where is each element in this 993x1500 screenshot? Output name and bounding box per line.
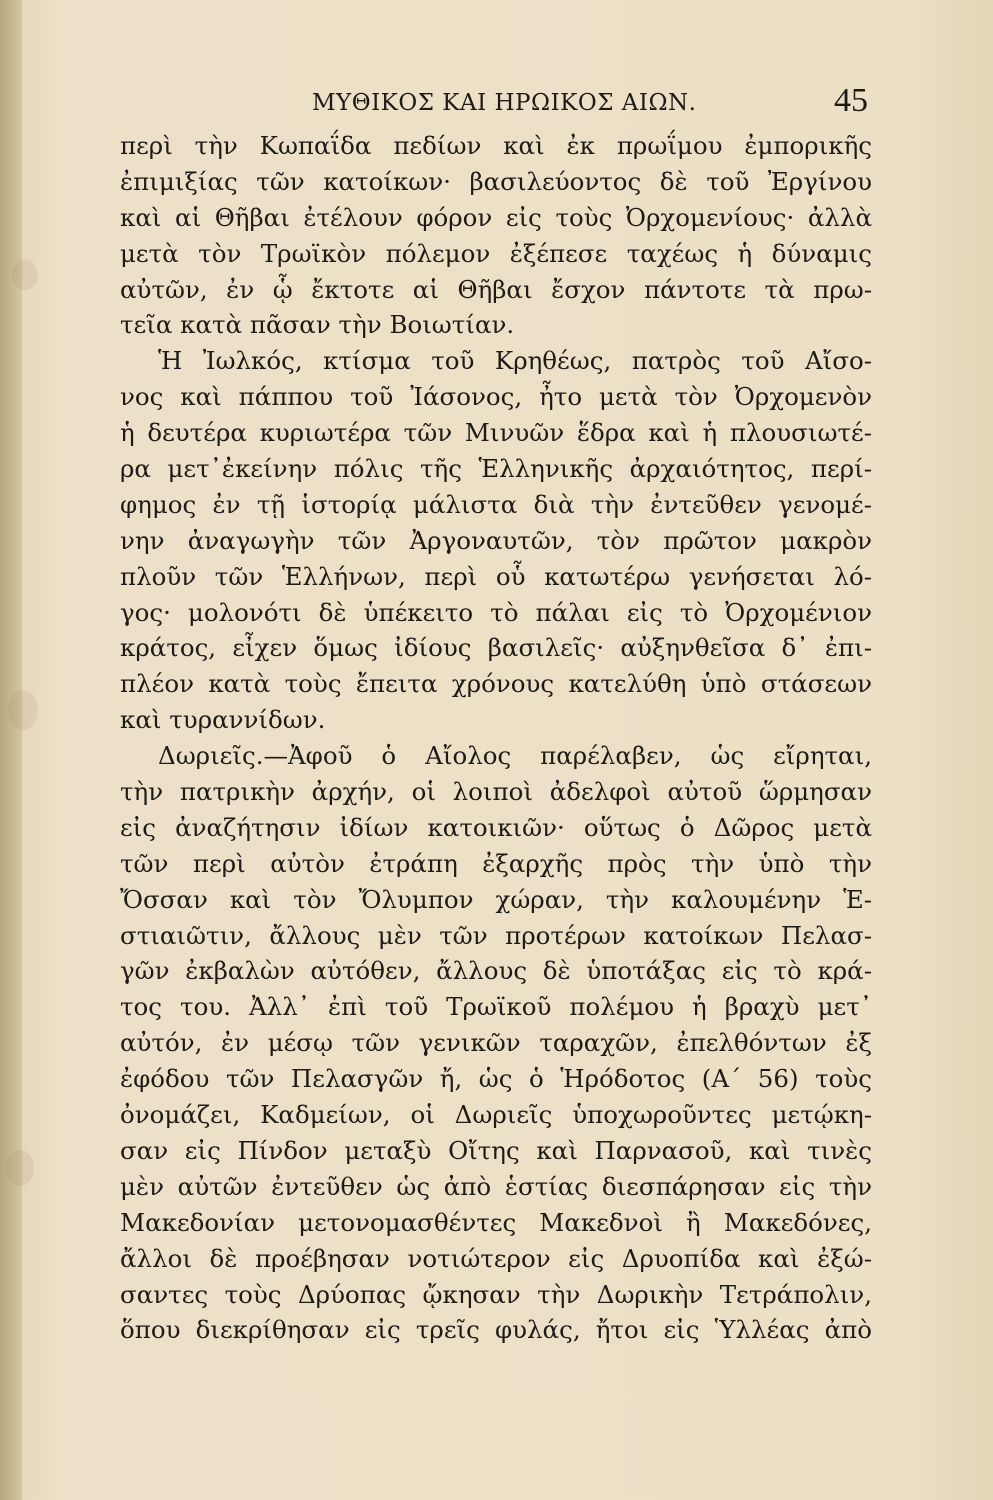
text-line: νος καὶ πάππου τοῦ Ἰάσονος, ἦτο μετὰ τὸν Ὀρχομενὸν	[120, 382, 872, 412]
text-line: τος του. Ἀλλ᾿ ἐπὶ τοῦ Τρωϊκοῦ πολέμου ἡ βραχὺ μετ᾿	[120, 992, 872, 1022]
page-number: 45	[834, 82, 868, 119]
text-line: ὅπου διεκρίθησαν εἰς τρεῖς φυλάς, ἤτοι εἰς Ὑλλέας ἀπὸ	[120, 1315, 872, 1345]
text-line: νην ἀναγωγὴν τῶν Ἀργοναυτῶν, τὸν πρῶτον μακρὸν	[120, 525, 872, 555]
text-line: γῶν ἐκβαλὼν αὐτόθεν, ἄλλους δὲ ὑποτάξας εἰς τὸ κρά-	[120, 956, 872, 986]
text-line: περὶ τὴν Κωπαΐδα πεδίων καὶ ἐκ πρωΐμου ἐμπορικῆς	[120, 131, 872, 160]
text-line: ἐφόδου τῶν Πελασγῶν ἤ, ὡς ὁ Ἡρόδοτος (Α΄ 56) τοὺς	[120, 1064, 872, 1094]
text-line: κράτος, εἶχεν ὅμως ἰδίους βασιλεῖς· αὐξηνθεῖσα δ᾿ ἐπι-	[120, 633, 872, 663]
binding-edge	[0, 0, 22, 1500]
paper-stain	[6, 1150, 34, 1186]
text-line: φημος ἐν τῇ ἱστορίᾳ μάλιστα διὰ τὴν ἐντεῦθεν γενομέ-	[120, 489, 872, 519]
text-line: αὐτόν, ἐν μέσῳ τῶν γενικῶν ταραχῶν, ἐπελθόντων ἐξ	[120, 1028, 872, 1058]
text-line: ὀνομάζει, Καδμείων, οἱ Δωριεῖς ὑποχωροῦντες μετῴκη-	[120, 1100, 872, 1130]
page-header	[120, 82, 872, 134]
text-line: τεῖα κατὰ πᾶσαν τὴν Βοιωτίαν.	[120, 310, 515, 340]
text-line: ρα μετ᾿ἐκείνην πόλις τῆς Ἑλληνικῆς ἀρχαιότητος, περί-	[120, 454, 872, 484]
text-line: στιαιῶτιν, ἄλλους μὲν τῶν προτέρων κατοίκων Πελασ-	[120, 920, 872, 950]
body-text	[120, 128, 872, 1348]
text-line: αὐτῶν, ἐν ᾧ ἔκτοτε αἱ Θῆβαι ἔσχον πάντοτε τὰ πρω-	[120, 274, 872, 304]
text-line: Μακεδονίαν μετονομασθέντες Μακεδνοὶ ἢ Μακεδόνες,	[120, 1207, 872, 1237]
text-line: μὲν αὐτῶν ἐντεῦθεν ὡς ἀπὸ ἑστίας διεσπάρησαν εἰς τὴν	[120, 1171, 872, 1201]
text-line: γος· μολονότι δὲ ὑπέκειτο τὸ πάλαι εἰς τὸ Ὀρχομένιον	[120, 597, 872, 627]
text-line: καὶ τυραννίδων.	[120, 705, 326, 735]
text-line: ἐπιμιξίας τῶν κατοίκων· βασιλεύοντος δὲ τοῦ Ἐργίνου	[120, 166, 872, 196]
text-line: πλοῦν τῶν Ἑλλήνων, περὶ οὗ κατωτέρω γενήσεται λό-	[120, 561, 872, 591]
paper-stain	[8, 690, 38, 730]
text-line: εἰς ἀναζήτησιν ἰδίων κατοικιῶν· οὕτως ὁ Δῶρος μετὰ	[120, 812, 872, 842]
paper-stain	[12, 260, 38, 290]
text-line: τὴν πατρικὴν ἀρχήν, οἱ λοιποὶ ἀδελφοὶ αὐτοῦ ὥρμησαν	[120, 777, 872, 807]
section-heading-line: Δωριεῖς.—Ἀφοῦ ὁ Αἴολος παρέλαβεν, ὡς εἴρηται,	[158, 741, 872, 771]
text-line: μετὰ τὸν Τρωϊκὸν πόλεμον ἐξέπεσε ταχέως ἡ δύναμις	[120, 238, 872, 268]
text-line: ἡ δευτέρα κυριωτέρα τῶν Μινυῶν ἕδρα καὶ ἡ πλουσιωτέ-	[120, 418, 872, 448]
text-line: σαν εἰς Πίνδον μεταξὺ Οἴτης καὶ Παρνασοῦ, καὶ τινὲς	[120, 1135, 872, 1165]
text-line: ἄλλοι δὲ προέβησαν νοτιώτερον εἰς Δρυοπίδα καὶ ἐξώ-	[120, 1243, 872, 1273]
text-line: σαντες τοὺς Δρύοπας ᾤκησαν τὴν Δωρικὴν Τετράπολιν,	[120, 1279, 872, 1309]
text-line: καὶ αἱ Θῆβαι ἐτέλουν φόρον εἰς τοὺς Ὀρχομενίους· ἀλλὰ	[120, 202, 872, 232]
paragraph-start-line: Ἡ Ἰωλκός, κτίσμα τοῦ Κρηθέως, πατρὸς τοῦ Αἴσο-	[158, 346, 872, 376]
running-title: ΜΥΘΙΚΟΣ ΚΑΙ ΗΡΩΙΚΟΣ ΑΙΩΝ.	[312, 90, 697, 116]
text-line: Ὄσσαν καὶ τὸν Ὄλυμπον χώραν, τὴν καλουμένην Ἑ-	[120, 884, 872, 914]
text-line: πλέον κατὰ τοὺς ἔπειτα χρόνους κατελύθη ὑπὸ στάσεων	[120, 669, 872, 699]
text-line: τῶν περὶ αὐτὸν ἐτράπη ἐξαρχῆς πρὸς τὴν ὑπὸ τὴν	[120, 848, 872, 878]
